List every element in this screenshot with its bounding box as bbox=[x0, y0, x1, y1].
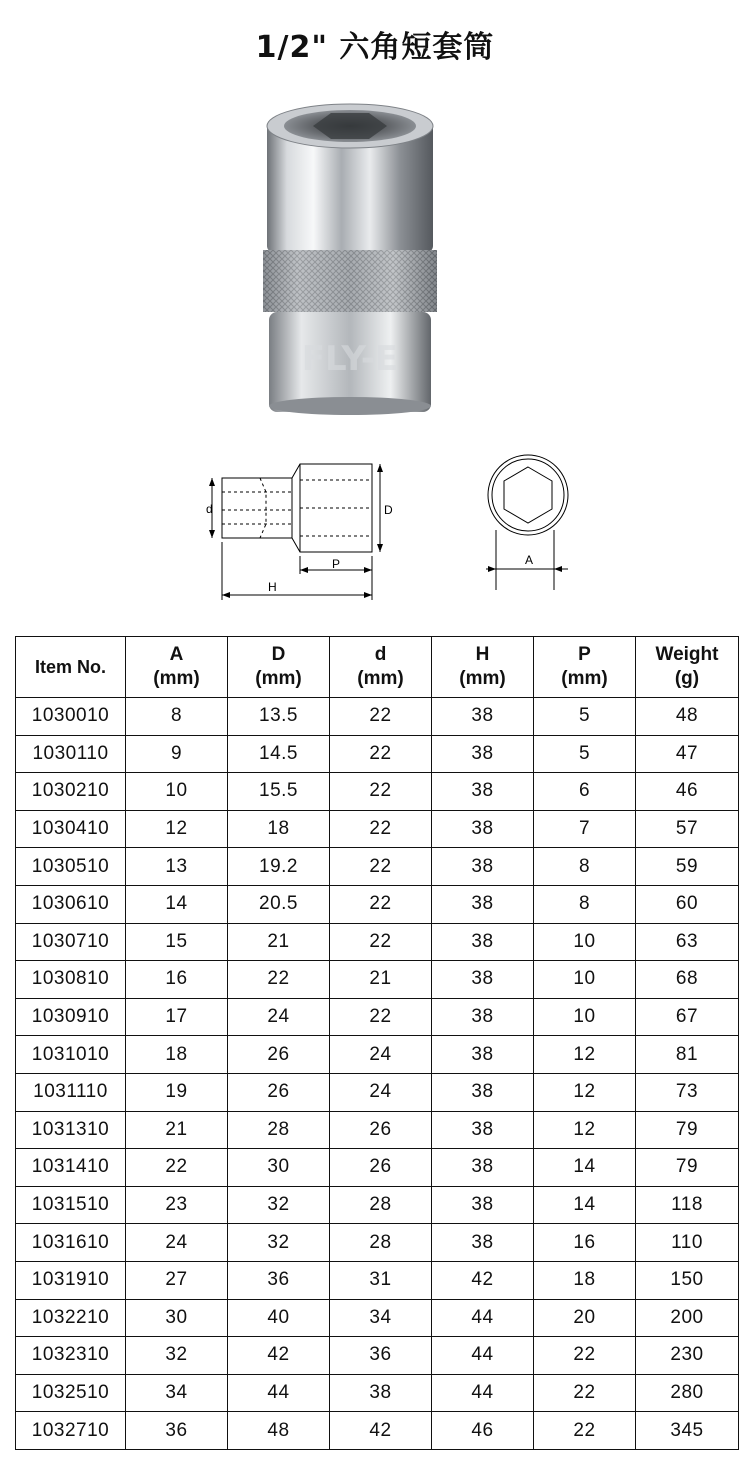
cell-h: 38 bbox=[432, 848, 534, 886]
cell-a: 32 bbox=[126, 1337, 228, 1375]
cell-small-d: 26 bbox=[330, 1149, 432, 1187]
col-header-h bbox=[432, 637, 534, 698]
cell-h: 38 bbox=[432, 1149, 534, 1187]
cell-small-d: 22 bbox=[330, 735, 432, 773]
cell-small-d: 36 bbox=[330, 1337, 432, 1375]
cell-a: 23 bbox=[126, 1186, 228, 1224]
col-header-small-d bbox=[330, 637, 432, 698]
cell-weight: 63 bbox=[636, 923, 739, 961]
cell-big-d: 32 bbox=[228, 1186, 330, 1224]
cell-p: 12 bbox=[534, 1111, 636, 1149]
table-row bbox=[16, 773, 739, 811]
cell-big-d: 36 bbox=[228, 1261, 330, 1299]
cell-weight: 230 bbox=[636, 1337, 739, 1375]
cell-h: 42 bbox=[432, 1261, 534, 1299]
cell-big-d: 24 bbox=[228, 998, 330, 1036]
cell-a: 21 bbox=[126, 1111, 228, 1149]
col-header-unit: (mm) bbox=[255, 668, 302, 689]
dim-label-d: d bbox=[206, 502, 213, 516]
cell-big-d: 14.5 bbox=[228, 735, 330, 773]
cell-small-d: 24 bbox=[330, 1073, 432, 1111]
table-row bbox=[16, 1073, 739, 1111]
cell-h: 44 bbox=[432, 1299, 534, 1337]
cell-weight: 79 bbox=[636, 1111, 739, 1149]
table-row bbox=[16, 998, 739, 1036]
cell-weight: 150 bbox=[636, 1261, 739, 1299]
cell-h: 38 bbox=[432, 923, 534, 961]
cell-small-d: 22 bbox=[330, 848, 432, 886]
cell-small-d: 22 bbox=[330, 998, 432, 1036]
col-header-unit: (g) bbox=[674, 668, 700, 689]
cell-p: 8 bbox=[534, 848, 636, 886]
table-row bbox=[16, 961, 739, 999]
cell-item-no: 1030810 bbox=[16, 961, 126, 999]
cell-weight: 110 bbox=[636, 1224, 739, 1262]
table-row bbox=[16, 735, 739, 773]
cell-a: 34 bbox=[126, 1374, 228, 1412]
cell-small-d: 34 bbox=[330, 1299, 432, 1337]
table-row bbox=[16, 885, 739, 923]
dim-label-P: P bbox=[332, 557, 341, 571]
col-header-name: Item No. bbox=[34, 657, 106, 677]
cell-small-d: 38 bbox=[330, 1374, 432, 1412]
cell-big-d: 21 bbox=[228, 923, 330, 961]
cell-a: 12 bbox=[126, 810, 228, 848]
cell-weight: 73 bbox=[636, 1073, 739, 1111]
cell-p: 6 bbox=[534, 773, 636, 811]
cell-item-no: 1031510 bbox=[16, 1186, 126, 1224]
cell-item-no: 1032710 bbox=[16, 1412, 126, 1450]
cell-big-d: 30 bbox=[228, 1149, 330, 1187]
cell-p: 12 bbox=[534, 1036, 636, 1074]
col-header-name: d bbox=[374, 644, 387, 665]
table-row bbox=[16, 1337, 739, 1375]
cell-weight: 48 bbox=[636, 698, 739, 736]
cell-small-d: 28 bbox=[330, 1186, 432, 1224]
cell-item-no: 1030010 bbox=[16, 698, 126, 736]
cell-h: 46 bbox=[432, 1412, 534, 1450]
cell-h: 38 bbox=[432, 961, 534, 999]
socket-front-diagram bbox=[478, 450, 578, 600]
cell-p: 22 bbox=[534, 1412, 636, 1450]
cell-item-no: 1032210 bbox=[16, 1299, 126, 1337]
col-header-name: A bbox=[169, 644, 184, 665]
cell-p: 14 bbox=[534, 1149, 636, 1187]
cell-a: 15 bbox=[126, 923, 228, 961]
cell-a: 9 bbox=[126, 735, 228, 773]
cell-item-no: 1030110 bbox=[16, 735, 126, 773]
cell-h: 38 bbox=[432, 698, 534, 736]
table-row bbox=[16, 810, 739, 848]
cell-p: 10 bbox=[534, 961, 636, 999]
cell-small-d: 31 bbox=[330, 1261, 432, 1299]
cell-item-no: 1030410 bbox=[16, 810, 126, 848]
cell-item-no: 1030510 bbox=[16, 848, 126, 886]
cell-p: 18 bbox=[534, 1261, 636, 1299]
cell-big-d: 26 bbox=[228, 1036, 330, 1074]
cell-big-d: 48 bbox=[228, 1412, 330, 1450]
cell-item-no: 1031310 bbox=[16, 1111, 126, 1149]
cell-item-no: 1032510 bbox=[16, 1374, 126, 1412]
cell-item-no: 1031910 bbox=[16, 1261, 126, 1299]
cell-weight: 345 bbox=[636, 1412, 739, 1450]
socket-side-diagram bbox=[200, 450, 400, 610]
cell-small-d: 21 bbox=[330, 961, 432, 999]
cell-big-d: 42 bbox=[228, 1337, 330, 1375]
cell-small-d: 22 bbox=[330, 698, 432, 736]
dim-label-H: H bbox=[268, 580, 277, 594]
cell-weight: 68 bbox=[636, 961, 739, 999]
cell-p: 10 bbox=[534, 923, 636, 961]
col-header-name: H bbox=[475, 644, 490, 665]
cell-h: 38 bbox=[432, 773, 534, 811]
col-header-big-d bbox=[228, 637, 330, 698]
cell-p: 8 bbox=[534, 885, 636, 923]
col-header-a bbox=[126, 637, 228, 698]
table-row bbox=[16, 1111, 739, 1149]
table-row bbox=[16, 923, 739, 961]
cell-weight: 60 bbox=[636, 885, 739, 923]
cell-a: 24 bbox=[126, 1224, 228, 1262]
col-header-unit: (mm) bbox=[561, 668, 608, 689]
col-header-p bbox=[534, 637, 636, 698]
cell-weight: 79 bbox=[636, 1149, 739, 1187]
cell-h: 44 bbox=[432, 1337, 534, 1375]
dim-label-D: D bbox=[384, 503, 393, 517]
cell-big-d: 18 bbox=[228, 810, 330, 848]
cell-big-d: 20.5 bbox=[228, 885, 330, 923]
cell-item-no: 1031010 bbox=[16, 1036, 126, 1074]
col-header-unit: (mm) bbox=[153, 668, 200, 689]
cell-small-d: 22 bbox=[330, 885, 432, 923]
cell-a: 18 bbox=[126, 1036, 228, 1074]
cell-small-d: 22 bbox=[330, 923, 432, 961]
cell-a: 19 bbox=[126, 1073, 228, 1111]
cell-h: 38 bbox=[432, 1036, 534, 1074]
cell-a: 13 bbox=[126, 848, 228, 886]
cell-p: 10 bbox=[534, 998, 636, 1036]
cell-small-d: 22 bbox=[330, 773, 432, 811]
table-row bbox=[16, 1261, 739, 1299]
col-header-name: D bbox=[271, 644, 286, 665]
cell-big-d: 22 bbox=[228, 961, 330, 999]
cell-weight: 46 bbox=[636, 773, 739, 811]
col-header-unit: (mm) bbox=[357, 668, 404, 689]
cell-big-d: 19.2 bbox=[228, 848, 330, 886]
col-header-unit: (mm) bbox=[459, 668, 506, 689]
cell-big-d: 40 bbox=[228, 1299, 330, 1337]
cell-item-no: 1031610 bbox=[16, 1224, 126, 1262]
col-header-name: P bbox=[578, 644, 591, 665]
socket-photo-image bbox=[255, 100, 445, 420]
cell-small-d: 28 bbox=[330, 1224, 432, 1262]
cell-item-no: 1030910 bbox=[16, 998, 126, 1036]
cell-h: 38 bbox=[432, 1073, 534, 1111]
cell-weight: 118 bbox=[636, 1186, 739, 1224]
cell-item-no: 1030210 bbox=[16, 773, 126, 811]
cell-small-d: 42 bbox=[330, 1412, 432, 1450]
cell-h: 38 bbox=[432, 885, 534, 923]
spec-table bbox=[15, 636, 739, 1450]
cell-p: 5 bbox=[534, 735, 636, 773]
table-row bbox=[16, 1149, 739, 1187]
cell-h: 38 bbox=[432, 1186, 534, 1224]
svg-text:FLY-E: FLY-E bbox=[301, 339, 399, 379]
cell-small-d: 26 bbox=[330, 1111, 432, 1149]
cell-big-d: 44 bbox=[228, 1374, 330, 1412]
cell-small-d: 22 bbox=[330, 810, 432, 848]
cell-p: 22 bbox=[534, 1374, 636, 1412]
cell-p: 22 bbox=[534, 1337, 636, 1375]
cell-item-no: 1030610 bbox=[16, 885, 126, 923]
cell-a: 17 bbox=[126, 998, 228, 1036]
col-header-weight bbox=[636, 637, 739, 698]
cell-a: 16 bbox=[126, 961, 228, 999]
cell-item-no: 1031410 bbox=[16, 1149, 126, 1187]
cell-big-d: 28 bbox=[228, 1111, 330, 1149]
cell-big-d: 13.5 bbox=[228, 698, 330, 736]
table-row bbox=[16, 698, 739, 736]
cell-weight: 200 bbox=[636, 1299, 739, 1337]
cell-p: 7 bbox=[534, 810, 636, 848]
cell-a: 14 bbox=[126, 885, 228, 923]
cell-p: 14 bbox=[534, 1186, 636, 1224]
page-title: 1/2" 六角短套筒 bbox=[255, 30, 495, 65]
cell-a: 10 bbox=[126, 773, 228, 811]
cell-small-d: 24 bbox=[330, 1036, 432, 1074]
cell-h: 38 bbox=[432, 1111, 534, 1149]
table-row bbox=[16, 1299, 739, 1337]
cell-h: 44 bbox=[432, 1374, 534, 1412]
cell-p: 5 bbox=[534, 698, 636, 736]
cell-item-no: 1031110 bbox=[16, 1073, 126, 1111]
cell-p: 16 bbox=[534, 1224, 636, 1262]
table-row bbox=[16, 1224, 739, 1262]
cell-weight: 81 bbox=[636, 1036, 739, 1074]
cell-a: 27 bbox=[126, 1261, 228, 1299]
cell-big-d: 32 bbox=[228, 1224, 330, 1262]
cell-big-d: 26 bbox=[228, 1073, 330, 1111]
cell-h: 38 bbox=[432, 735, 534, 773]
table-row bbox=[16, 1036, 739, 1074]
cell-h: 38 bbox=[432, 810, 534, 848]
cell-item-no: 1030710 bbox=[16, 923, 126, 961]
table-row bbox=[16, 1412, 739, 1450]
dim-label-A: A bbox=[525, 553, 534, 567]
cell-weight: 280 bbox=[636, 1374, 739, 1412]
cell-a: 30 bbox=[126, 1299, 228, 1337]
cell-weight: 59 bbox=[636, 848, 739, 886]
table-row bbox=[16, 1374, 739, 1412]
table-header-row bbox=[16, 637, 739, 698]
cell-p: 20 bbox=[534, 1299, 636, 1337]
cell-weight: 57 bbox=[636, 810, 739, 848]
col-header-item-no bbox=[16, 637, 126, 698]
cell-weight: 47 bbox=[636, 735, 739, 773]
cell-weight: 67 bbox=[636, 998, 739, 1036]
table-row bbox=[16, 1186, 739, 1224]
cell-a: 36 bbox=[126, 1412, 228, 1450]
cell-a: 22 bbox=[126, 1149, 228, 1187]
cell-a: 8 bbox=[126, 698, 228, 736]
table-row bbox=[16, 848, 739, 886]
cell-item-no: 1032310 bbox=[16, 1337, 126, 1375]
cell-big-d: 15.5 bbox=[228, 773, 330, 811]
cell-h: 38 bbox=[432, 998, 534, 1036]
cell-h: 38 bbox=[432, 1224, 534, 1262]
cell-p: 12 bbox=[534, 1073, 636, 1111]
col-header-name: Weight bbox=[655, 644, 719, 665]
